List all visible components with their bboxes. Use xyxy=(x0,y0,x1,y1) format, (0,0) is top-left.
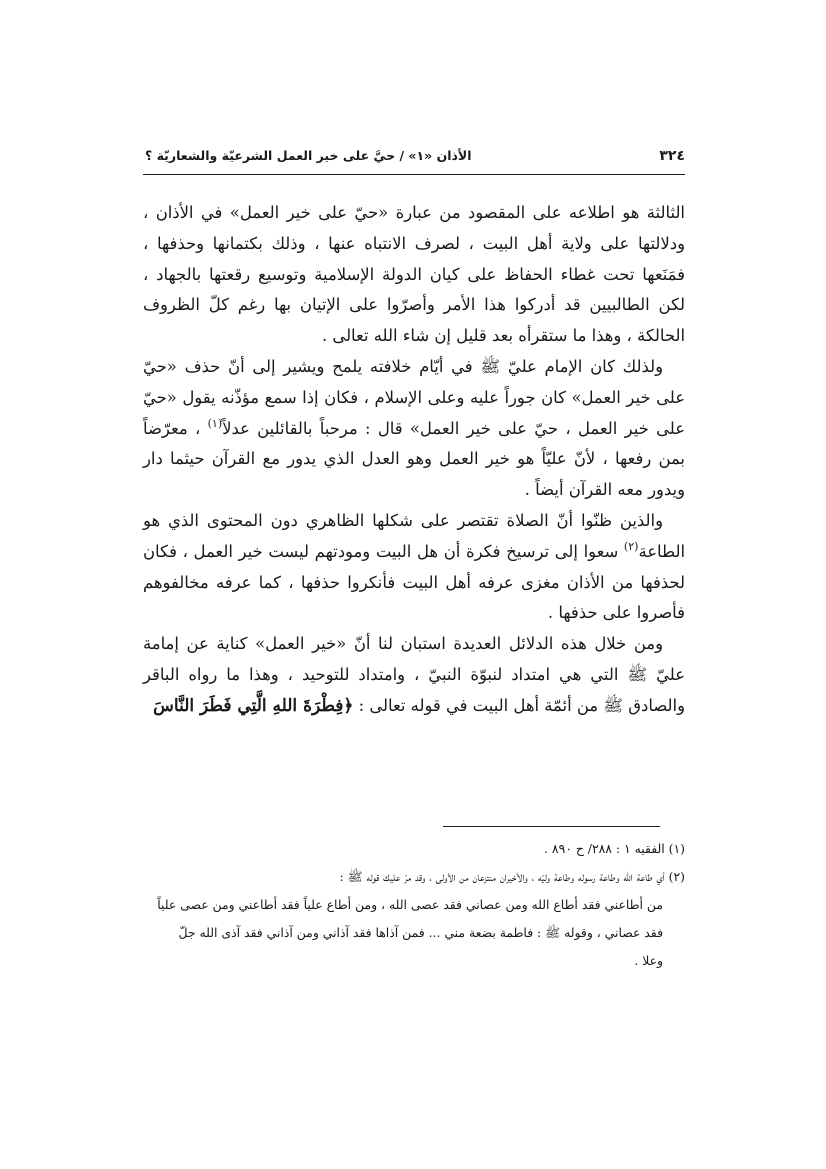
quran-verse: ﴿فِطْرَةَ اللهِ الَّتِي فَطَرَ النَّاسَ xyxy=(153,695,354,716)
paragraph-3-text-a: والذين ظنّوا أنّ الصلاة تقتصر على شكلها الظاهري دون المحتوى الذي هو الطاعة xyxy=(143,510,685,561)
footnote-2-line-2: من أطاعني فقد أطاع الله ومن عصاني فقد عصى الله ، ومن أطاع علياً فقد أطاعني ومن عصى علياً xyxy=(157,897,663,912)
footnotes xyxy=(143,835,685,975)
paragraph-2 xyxy=(143,352,685,506)
paragraph-4-text: ومن خلال هذه الدلائل العديدة استبان لنا أنّ «خير العمل» كناية عن إمامة عليّ ﷺ التي هي امتداد لنبوّة النبيّ ، وامتداد للتوحيد ، وهذا ما رواه الباقر والصادق ﷺ من أئمّة أهل البيت في قوله تعالى : xyxy=(143,634,685,715)
footnote-2-line-4: وعلا . xyxy=(634,953,663,968)
page-number: ٣٢٤ xyxy=(659,148,685,164)
page-header xyxy=(143,144,685,175)
footnote-ref-2: (٢) xyxy=(623,539,639,553)
footnote-1: (١) الفقيه ١ : ٢٨٨/ ح ٨٩٠ . xyxy=(544,841,685,856)
paragraph-3-text-b: سعوا إلى ترسيخ فكرة أن هل البيت ومودتهم ليست خير العمل ، فكان لحذفها من الأذان مغزى عرفه أهل البيت فأنكروا حذفها ، كما عرفه مخالفوهم فأصروا على حذفها . xyxy=(143,541,685,623)
paragraph-2-text-b: ، معرّضاً بمن رفعها ، لأنّ عليّاً هو خير العمل وهو العدل الذي يدور مع القرآن حيثما دار ويدور معه القرآن أيضاً . xyxy=(143,418,685,500)
footnote-separator xyxy=(443,826,660,827)
paragraph-4 xyxy=(143,629,685,721)
paragraph-2-text-a: ولذلك كان الإمام عليّ ﷺ في أيّام خلافته يلمح ويشير إلى أنّ حذف «حيّ على خير العمل» كان جوراً عليه وعلى الإسلام ، فكان إذا سمع مؤذّنه يقول «حيّ على خير العمل ، حيّ على خير العمل» قال : مرحباً بالقائلين عدلاً xyxy=(143,356,685,438)
footnote-2-line-1: (٢) أي طاعة الله وطاعة رسوله وطاعة وليّه ، والأخيران منتزعان من الأولى ، وقد مرّ عليك قوله ﷺ : xyxy=(339,869,685,884)
footnote-2-line-3: فقد عصاني ، وقوله ﷺ : فاطمة بضعة مني ... فمن آذاها فقد آذاني ومن آذاني فقد آذى الله جلّ xyxy=(178,925,663,940)
footnote-ref-1: (١) xyxy=(207,416,223,430)
paragraph-3 xyxy=(143,506,685,629)
paragraph-1-text: الثالثة هو اطلاعه على المقصود من عبارة «حيّ على خير العمل» في الأذان ، ودلالتها على ولاية أهل البيت ، لصرف الانتباه عنها ، وذلك بكتمانها وحذفها ، فمَنَعها تحت غطاء الحفاظ على كيان الدولة الإسلامية وتوسيع رقعتها بالجهاد ، لكن الطالبيين قد أدركوا هذا الأمر وأصرّوا على الإتيان بها رغم كلّ الظروف الحالكة ، وهذا ما ستقرأه بعد قليل إن شاء الله تعالى . xyxy=(143,203,685,346)
paragraph-1 xyxy=(143,198,685,352)
body-text xyxy=(143,198,685,722)
running-title: الأذان «١» / حيَّ على خير العمل الشرعيّة والشعاريّة ؟ xyxy=(145,148,472,163)
